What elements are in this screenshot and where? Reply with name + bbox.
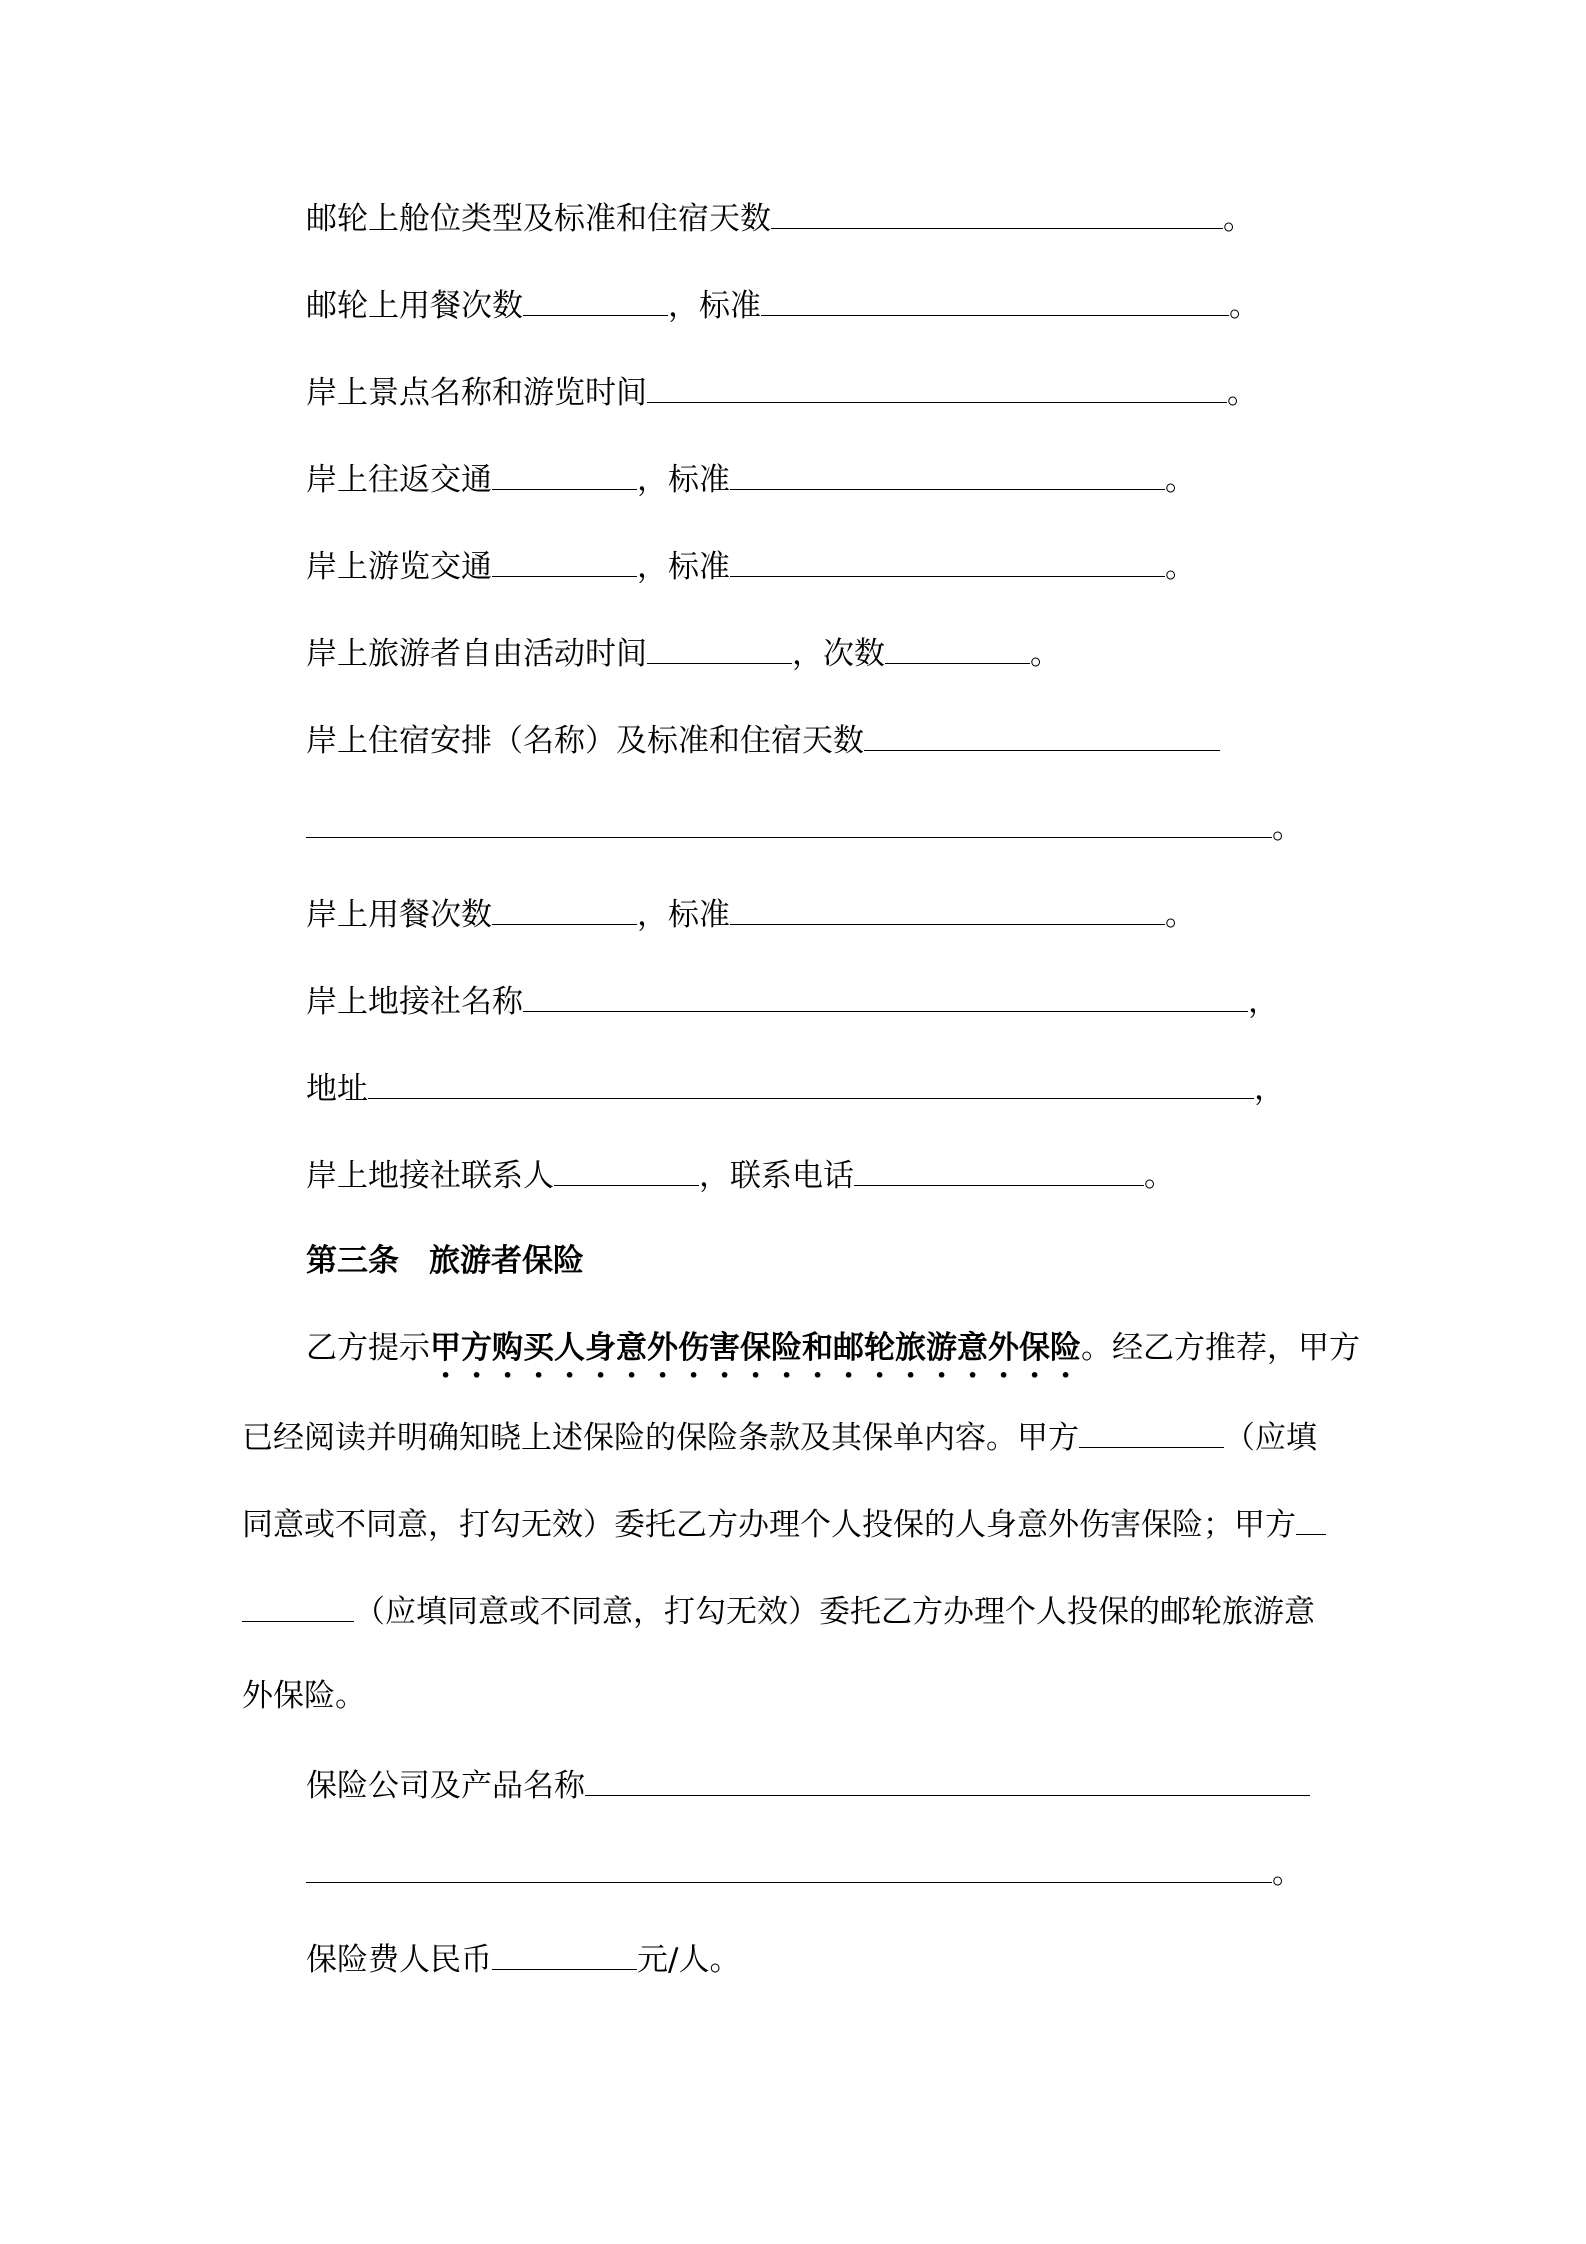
insurance-para-line-1: 乙方提示甲方购买人身意外伤害保险和邮轮旅游意外保险。经乙方推荐，甲方 (306, 1330, 1360, 1366)
emphasized-insurance-text: 甲方购买人身意外伤害保险和邮轮旅游意外保险 (430, 1330, 1081, 1366)
shore-tour-transport-blank[interactable] (492, 542, 637, 577)
cruise-insurance-consent-blank-2[interactable] (242, 1587, 354, 1622)
cruise-insurance-consent-blank-1[interactable] (1296, 1500, 1326, 1535)
shore-round-trip-standard-blank[interactable] (730, 455, 1165, 490)
insurer-continuation: 。 (306, 1848, 1303, 1895)
premium-blank[interactable] (492, 1935, 637, 1970)
shore-tour-transport-standard-blank[interactable] (730, 542, 1165, 577)
accident-insurance-consent-blank[interactable] (1079, 1413, 1224, 1448)
shore-meals-standard-blank[interactable] (730, 890, 1165, 925)
insurance-para-line-3: 同意或不同意，打勾无效）委托乙方办理个人投保的人身意外伤害保险；甲方 (242, 1500, 1326, 1547)
agency-contact-line: 岸上地接社联系人 ，联系电话 。 (306, 1151, 1175, 1198)
shore-lodging-line: 岸上住宿安排（名称）及标准和住宿天数 (306, 716, 1220, 763)
address-blank[interactable] (368, 1064, 1254, 1099)
agency-contact-person-blank[interactable] (554, 1151, 699, 1186)
shore-lodging-continuation: 。 (306, 803, 1303, 850)
insurance-para-line-4: （应填同意或不同意，打勾无效）委托乙方办理个人投保的邮轮旅游意 (242, 1587, 1315, 1634)
shore-free-time-line: 岸上旅游者自由活动时间 ，次数 。 (306, 629, 1061, 676)
shore-lodging-blank-1[interactable] (864, 716, 1220, 751)
premium-line: 保险费人民币 元/人。 (306, 1935, 740, 1982)
shore-round-trip-blank[interactable] (492, 455, 637, 490)
cabin-line: 邮轮上舱位类型及标准和住宿天数 。 (306, 194, 1254, 241)
section-title: 旅游者保险 (429, 1243, 584, 1279)
agency-name-line: 岸上地接社名称 ， (306, 977, 1279, 1024)
cabin-blank[interactable] (771, 194, 1223, 229)
address-line: 地址 ， (306, 1064, 1285, 1111)
insurer-blank-2[interactable] (306, 1848, 1272, 1883)
insurance-para-line-5: 外保险。 (242, 1678, 366, 1714)
cruise-meals-line: 邮轮上用餐次数 ，标准 。 (306, 281, 1260, 328)
insurance-para-line-2: 已经阅读并明确知晓上述保险的保险条款及其保单内容。甲方 （应填 (242, 1413, 1317, 1460)
agency-name-blank[interactable] (523, 977, 1248, 1012)
shore-free-time-blank[interactable] (647, 629, 792, 664)
insurer-line: 保险公司及产品名称 (306, 1761, 1310, 1808)
shore-tour-transport-line: 岸上游览交通 ，标准 。 (306, 542, 1196, 589)
shore-sights-blank[interactable] (647, 368, 1227, 403)
shore-meals-line: 岸上用餐次数 ，标准 。 (306, 890, 1196, 937)
cruise-meals-count-blank[interactable] (523, 281, 668, 316)
shore-lodging-blank-2[interactable] (306, 803, 1272, 838)
section-heading (306, 1239, 584, 1283)
section-number: 第三条 (306, 1243, 399, 1279)
shore-sights-line: 岸上景点名称和游览时间 。 (306, 368, 1258, 415)
shore-free-count-blank[interactable] (885, 629, 1030, 664)
shore-round-trip-line: 岸上往返交通 ，标准 。 (306, 455, 1196, 502)
shore-meals-count-blank[interactable] (492, 890, 637, 925)
insurer-blank-1[interactable] (585, 1761, 1310, 1796)
cruise-meals-standard-blank[interactable] (761, 281, 1229, 316)
agency-contact-phone-blank[interactable] (854, 1151, 1144, 1186)
